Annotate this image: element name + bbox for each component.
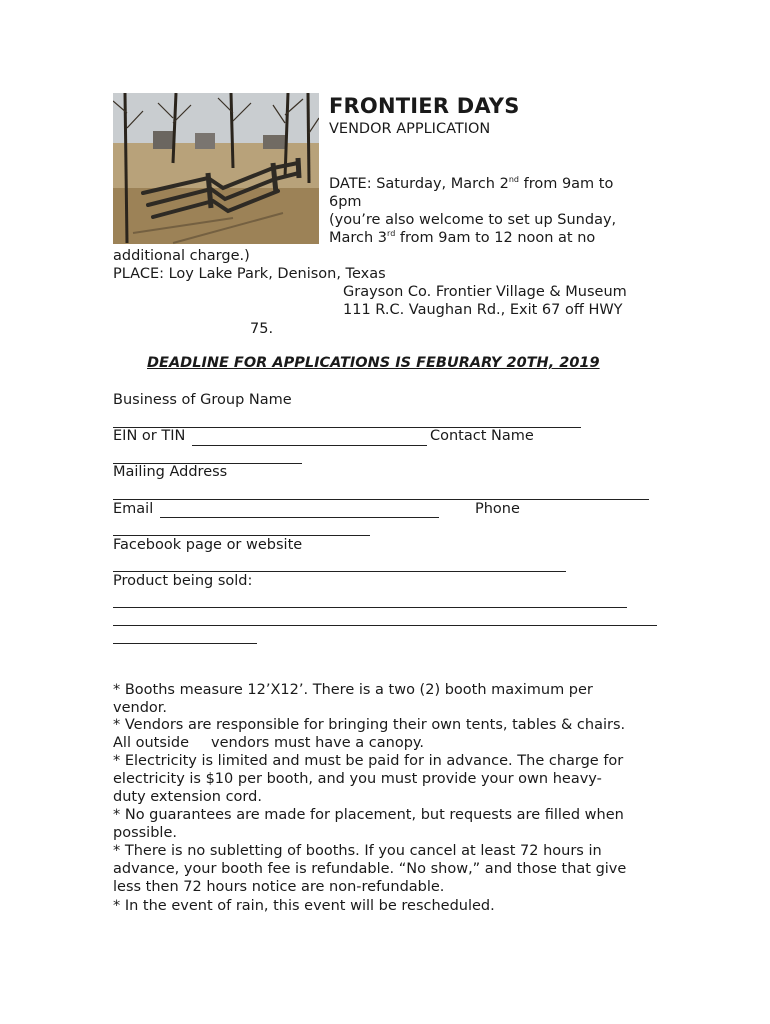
page-title: FRONTIER DAYS <box>329 94 520 118</box>
ein-label: EIN or TIN <box>113 428 186 444</box>
event-venue: Grayson Co. Frontier Village & Museum <box>343 284 627 300</box>
mailing-address-label: Mailing Address <box>113 464 228 480</box>
event-place: PLACE: Loy Lake Park, Denison, Texas <box>113 266 386 282</box>
note-subletting: * There is no subletting of booths. If you cancel at least 72 hours in <box>113 843 602 859</box>
note-refund: advance, your booth fee is refundable. “No show,” and those that give <box>113 861 627 877</box>
phone-label: Phone <box>475 501 520 517</box>
frontier-village-photo <box>113 93 319 244</box>
contact-name-label: Contact Name <box>430 428 534 444</box>
mailing-address-field[interactable] <box>113 499 649 500</box>
note-booth-size: * Booths measure 12’X12’. There is a two (2) booth maximum per <box>113 682 593 698</box>
note-electricity-cont: electricity is $10 per booth, and you must provide your own heavy- <box>113 771 602 787</box>
email-label: Email <box>113 501 154 517</box>
sunday-charge-note: additional charge.) <box>113 248 250 264</box>
event-date: DATE: Saturday, March 2nd from 9am to <box>329 175 614 192</box>
sunday-date: March 3rd from 9am to 12 noon at no <box>329 229 596 246</box>
note-rain: * In the event of rain, this event will be rescheduled. <box>113 898 495 914</box>
product-field-line-2[interactable] <box>113 625 657 626</box>
email-field[interactable] <box>160 517 439 518</box>
product-label: Product being sold: <box>113 573 253 589</box>
ein-field[interactable] <box>192 445 427 446</box>
application-deadline: DEADLINE FOR APPLICATIONS IS FEBURARY 20TH, 2019 <box>147 355 600 371</box>
business-name-label: Business of Group Name <box>113 392 292 408</box>
sunday-note: (you’re also welcome to set up Sunday, <box>329 212 617 228</box>
note-electricity: * Electricity is limited and must be paid for in advance. The charge for <box>113 753 624 769</box>
page-subtitle: VENDOR APPLICATION <box>329 121 491 137</box>
product-field-line-3[interactable] <box>113 643 257 644</box>
event-address-cont: 75. <box>250 321 274 337</box>
note-placement-cont: possible. <box>113 825 177 841</box>
product-field-line-1[interactable] <box>113 607 627 608</box>
note-non-refundable: less then 72 hours notice are non-refundable. <box>113 879 445 895</box>
facebook-label: Facebook page or website <box>113 537 303 553</box>
note-placement: * No guarantees are made for placement, but requests are filled when <box>113 807 624 823</box>
note-canopy: All outside vendors must have a canopy. <box>113 735 425 751</box>
note-booth-size-cont: vendor. <box>113 700 168 716</box>
event-date-end: 6pm <box>329 194 362 210</box>
event-address: 111 R.C. Vaughan Rd., Exit 67 off HWY <box>343 302 623 318</box>
note-electricity-end: duty extension cord. <box>113 789 262 805</box>
note-vendor-supplies: * Vendors are responsible for bringing their own tents, tables & chairs. <box>113 717 626 733</box>
